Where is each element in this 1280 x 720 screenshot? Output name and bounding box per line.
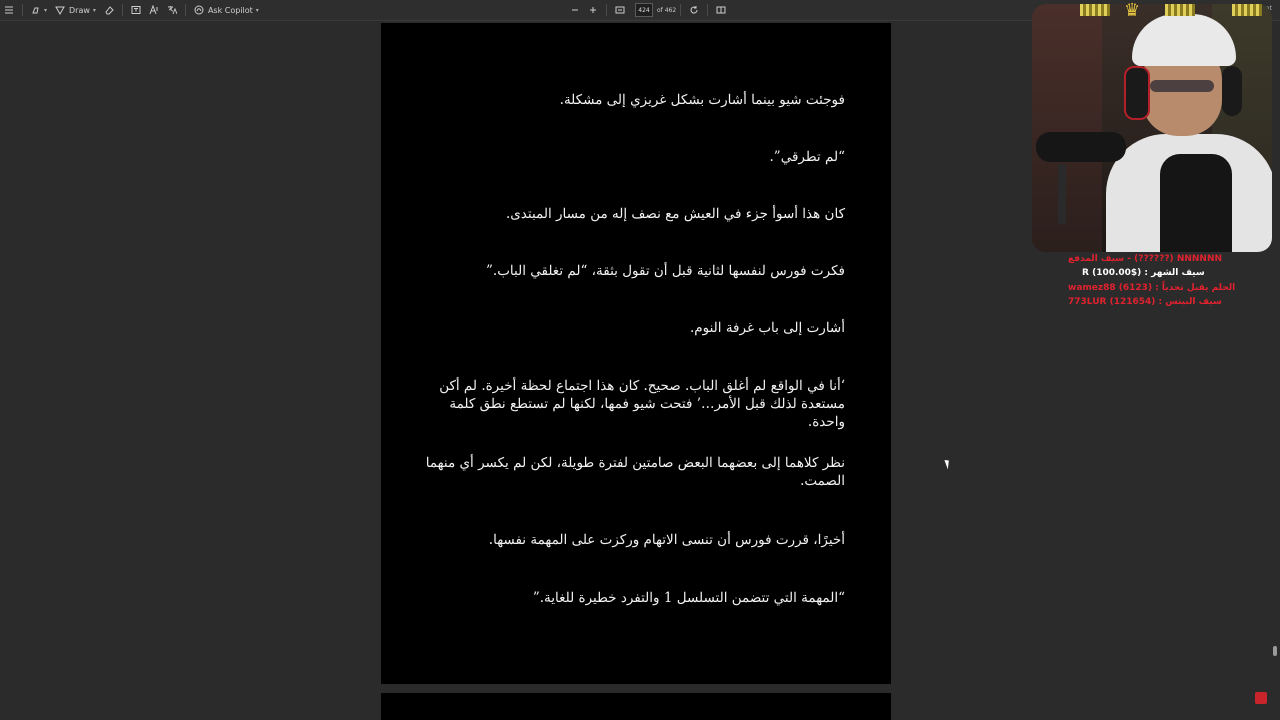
pen-icon [55, 5, 65, 15]
page-count: of 462 [657, 6, 677, 14]
webcam-overlay [1032, 4, 1272, 252]
zoom-out-button[interactable] [566, 0, 584, 20]
badge-decoration [1080, 4, 1110, 16]
table-of-contents-button[interactable] [0, 0, 18, 20]
pdf-next-page [381, 693, 891, 720]
page-view-icon [716, 5, 726, 15]
zoom-in-button[interactable] [584, 0, 602, 20]
paragraph: فكرت فورس لنفسها لثانية قبل أن تقول بثقة، “لم تغلقي الباب.” [486, 263, 845, 279]
paragraph: أخيرًا، قررت فورس أن تنسى الاتهام وركزت على المهمة نفسها. [488, 532, 845, 548]
paragraph: “لم تطرقي”. [769, 149, 845, 165]
microphone [1036, 132, 1126, 162]
divider [185, 4, 186, 16]
chevron-down-icon: ▾ [255, 6, 259, 14]
copilot-icon [194, 5, 204, 15]
text-box-button[interactable] [127, 0, 145, 20]
streamer-shirt [1160, 154, 1232, 252]
pdf-icon [1255, 692, 1267, 704]
rotate-button[interactable] [685, 0, 703, 20]
badge-decoration [1232, 4, 1262, 16]
page-number-input[interactable]: 424 [635, 3, 653, 17]
badge-decoration [1165, 4, 1195, 16]
eraser-icon [104, 5, 114, 15]
divider [606, 4, 607, 16]
paragraph: كان هذا أسوأ جزء في العيش مع نصف إله من مسار المبتدى. [505, 206, 845, 222]
highlight-button[interactable] [27, 0, 51, 20]
draw-button[interactable] [51, 0, 100, 20]
overlay-monthly-top: سيف الشهر : ($100.00) R [1082, 268, 1205, 278]
list-icon [4, 5, 14, 15]
overlay-line-top: NNNNNN (??????) - سيف المدفع [1068, 254, 1223, 264]
crown-icon: ♛ [1124, 0, 1141, 21]
text-box-icon [131, 5, 141, 15]
divider [22, 4, 23, 16]
paragraph: “المهمة التي تتضمن التسلسل 1 والتفرد خطيرة للغاية.” [532, 590, 845, 606]
fit-width-icon [615, 5, 625, 15]
overlay-recent: الحلم يقبل تحدياً : (6123) wamez88 [1068, 283, 1236, 293]
background-shelf [1032, 4, 1102, 252]
fit-page-button[interactable] [611, 0, 629, 20]
headphone-right [1222, 66, 1242, 116]
read-aloud-icon [149, 5, 159, 15]
translate-icon [167, 5, 177, 15]
chevron-down-icon: ▾ [92, 6, 96, 14]
plus-icon [588, 5, 598, 15]
rotate-icon [689, 5, 699, 15]
paragraph: ‘أنا في الواقع لم أغلق الباب. صحيح. كان هذا اجتماع لحظة أخيرة. لم أكن مستعدة لذلك قبل الأمر…’ فتحت شيو فمها، لكنها لم تستطع نطق كلمة واحدة. [439, 378, 845, 430]
draw-label: Draw [69, 5, 90, 15]
read-aloud-button[interactable] [145, 0, 163, 20]
glasses [1150, 80, 1214, 92]
page-view-button[interactable] [712, 0, 730, 20]
overlay-bits: سيف البيتس : (121654) 773LUR [1068, 297, 1222, 307]
headphone-left [1124, 66, 1150, 120]
chevron-down-icon: ▾ [44, 6, 48, 14]
ask-copilot-label: Ask Copilot [207, 5, 253, 15]
divider [680, 4, 681, 16]
mic-arm [1058, 164, 1066, 224]
minus-icon [570, 5, 580, 15]
divider [707, 4, 708, 16]
page-navigation [566, 0, 730, 20]
divider [122, 4, 123, 16]
mouse-cursor-icon [944, 459, 951, 470]
highlighter-icon [31, 5, 41, 15]
ask-copilot-button[interactable] [190, 0, 263, 20]
translate-button[interactable] [163, 0, 181, 20]
paragraph: أشارت إلى باب غرفة النوم. [689, 320, 845, 336]
erase-button[interactable] [100, 0, 118, 20]
scrollbar-thumb[interactable] [1273, 646, 1277, 656]
pdf-page [381, 23, 891, 684]
paragraph: فوجئت شيو بينما أشارت بشكل غريزي إلى مشكلة. [559, 92, 845, 108]
paragraph: نظر كلاهما إلى بعضهما البعض صامتين لفترة طويلة، لكن لم يكسر أي منهما الصمت. [425, 455, 845, 489]
